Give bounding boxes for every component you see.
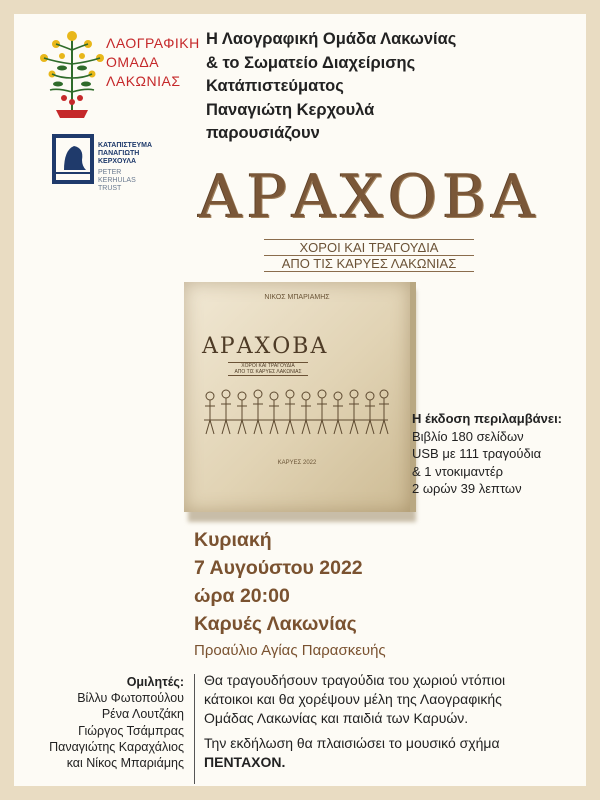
dancers-illustration-icon [198,380,394,440]
book-footer: ΚΑΡΥΕΣ 2022 [277,460,317,466]
speaker-name: Γιώργος Τσάμπρας [78,723,184,738]
logo-line: ΠΑΝΑΓΙΩΤΗ [98,150,140,157]
book-cover [184,282,416,512]
subtitle-line: ΧΟΡΟΙ ΚΑΙ ΤΡΑΓΟΥΔΙΑ [264,239,474,255]
book-subtitle-line: ΑΠΟ ΤΙΣ ΚΑΡΥΕΣ ΛΑΚΩΝΙΑΣ [234,369,302,375]
book-author: ΝΙΚΟΣ ΜΠΑΡΙΑΜΗΣ [264,294,330,301]
folklore-group-logo-text [106,34,200,91]
event-time: ώρα 20:00 [194,585,290,607]
speakers-heading: Ομιλητές: [126,675,184,689]
folklore-tree-logo-icon [32,26,112,122]
logo-line: ΚΕΡΧΟΥΛΑ [98,158,137,165]
band-name: ΠΕΝΤΑΧΟΝ. [204,754,286,770]
edition-heading: Η έκδοση περιλαμβάνει: [412,411,563,426]
speaker-name: Παναγιώτης Καραχάλιος [49,739,184,754]
description-music-text: Την εκδήλωση θα πλαισιώσει το μουσικό σχήμα [204,735,500,751]
intro-line: & το Σωματείο Διαχείρισης [206,53,416,72]
speaker-name: Βίλλυ Φωτοπούλου [77,691,184,706]
event-details [194,526,574,638]
edition-item: 2 ωρών 39 λεπτων [412,481,522,496]
book-subtitle [228,362,308,376]
speaker-name: και Νίκος Μπαριάμης [66,756,184,771]
event-description [204,671,554,778]
event-place: Καρυές Λακωνίας [194,613,357,635]
main-subtitle [264,239,474,272]
logo-line: ΛΑΟΓΡΑΦΙΚΗ [106,35,200,51]
subtitle-line: ΑΠΟ ΤΙΣ ΚΑΡΥΕΣ ΛΑΚΩΝΙΑΣ [264,255,474,272]
event-date: 7 Αυγούστου 2022 [194,557,363,579]
organizers-intro [206,28,566,146]
logo-line: ΚΑΤΑΠΙΣΤΕΥΜΑ [98,142,153,149]
speaker-name: Ρένα Λουτζάκη [101,707,184,722]
book-title: ΑΡΑΧΟΒΑ [202,334,329,359]
main-title: ΑΡΑΧΟΒΑ [198,162,540,232]
intro-line: Παναγιώτη Κερχουλά [206,100,375,119]
intro-line: παρουσιάζουν [206,124,320,142]
event-venue: Προαύλιο Αγίας Παρασκευής [194,642,386,659]
logo-line: KERHULAS [98,177,136,184]
logo-line: PETER [98,169,122,176]
description-paragraph: Θα τραγουδήσουν τραγούδια του χωριού ντόπιοι κάτοικοι και θα χορέψουν μέλη της Λαογραφικής Ομάδας Λακωνίας και παιδιά των Καρυών. [204,672,506,726]
logo-line: ΛΑΚΩΝΙΑΣ [106,73,181,89]
intro-line: Κατάπιστεύματος [206,77,344,95]
edition-item: USB με 111 τραγούδια [412,446,542,461]
vertical-divider [194,674,195,784]
description-paragraph-music [204,734,554,772]
trust-logo-text [98,142,178,193]
book-subtitle-line: ΧΟΡΟΙ ΚΑΙ ΤΡΑΓΟΥΔΙΑ [241,363,295,369]
event-day: Κυριακή [194,529,272,551]
edition-item: & 1 ντοκιμαντέρ [412,463,504,479]
logo-line: ΟΜΑΔΑ [106,54,160,70]
intro-line: Η Λαογραφική Ομάδα Λακωνίας [206,30,457,48]
speakers-list [26,674,184,771]
poster [14,14,586,786]
edition-contents [412,410,592,498]
logo-line: TRUST [98,185,122,192]
edition-item: Βιβλίο 180 σελίδων [412,428,524,444]
trust-bust-logo-icon [52,134,94,184]
